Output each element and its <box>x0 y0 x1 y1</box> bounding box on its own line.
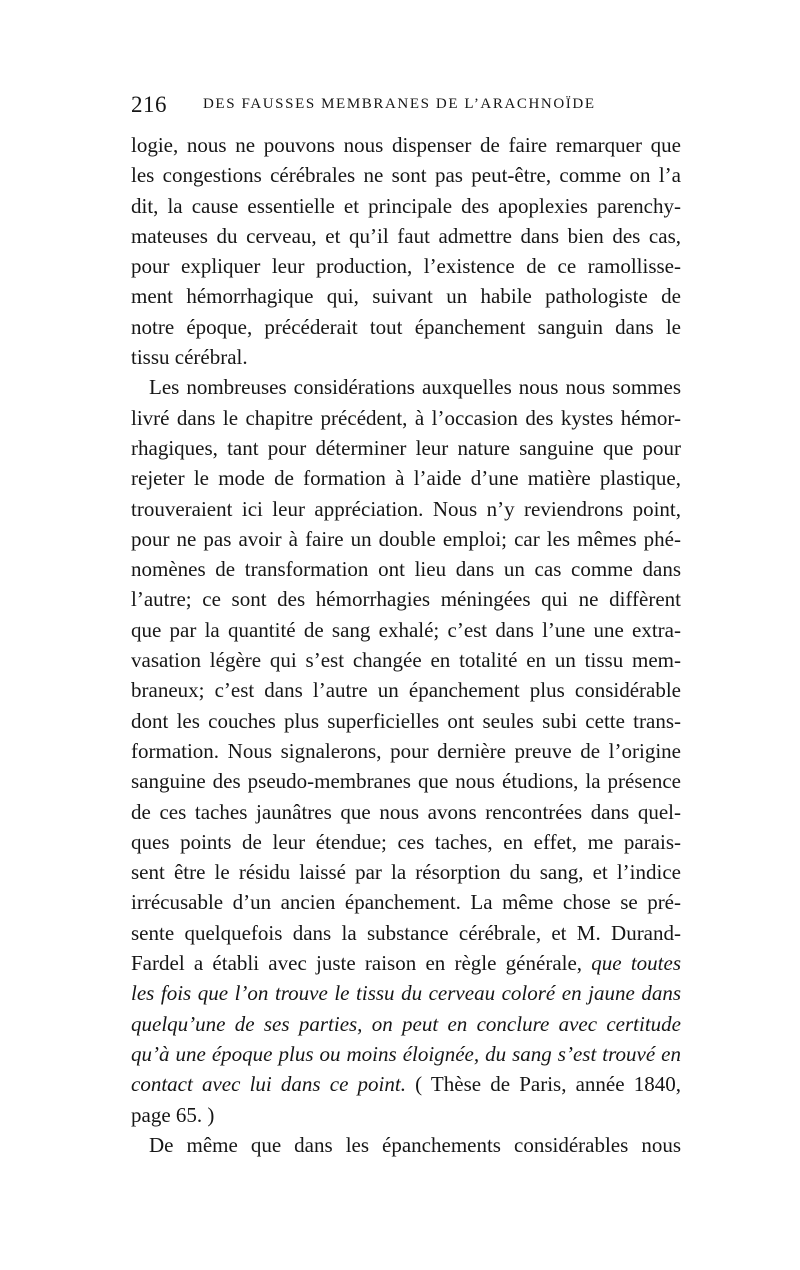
italic-quote: que toutes <box>591 951 681 976</box>
citation: ( Thèse de Paris, année 1840, <box>405 1072 681 1097</box>
running-title: DES FAUSSES MEMBRANES DE L’ARACHNOÏDE <box>203 96 596 112</box>
text-line: sent être le résidu laissé par la résorption du sang, et l’indice <box>131 860 681 885</box>
page-number: 216 <box>131 92 167 117</box>
paragraph-first-line: De même que dans les épanchements considérables nous <box>149 1132 681 1157</box>
italic-quote-line: qu’à une époque plus ou moins éloignée, du sang s’est trouvé en <box>131 1041 681 1066</box>
text-line: rejeter le mode de formation à l’aide d’une matière plastique, <box>131 466 681 491</box>
text-line: de ces taches jaunâtres que nous avons rencontrées dans quel- <box>131 799 681 824</box>
body-text <box>131 130 681 1160</box>
running-head <box>131 92 681 122</box>
italic-quote-line: les fois que l’on trouve le tissu du cerveau coloré en jaune dans <box>131 981 681 1006</box>
text-line: irrécusable d’un ancien épanchement. La même chose se pré- <box>131 890 681 915</box>
text-line: trouveraient ici leur appréciation. Nous n’y reviendrons point, <box>131 496 681 521</box>
text-line: pour expliquer leur production, l’existence de ce ramollisse- <box>131 254 681 279</box>
text-line: que par la quantité de sang exhalé; c’est dans l’une une extra- <box>131 617 681 642</box>
italic-quote: contact avec lui dans ce point. <box>131 1072 406 1097</box>
text-line: notre époque, précéderait tout épanchement sanguin dans le <box>131 314 681 339</box>
text-line: pour ne pas avoir à faire un double emploi; car les mêmes phé- <box>131 526 681 551</box>
text-line: page 65. ) <box>131 1102 215 1127</box>
text-line: livré dans le chapitre précédent, à l’occasion des kystes hémor- <box>131 405 681 430</box>
text-line: dit, la cause essentielle et principale des apoplexies parenchy- <box>131 193 681 218</box>
text-line: ques points de leur étendue; ces taches, en effet, me parais- <box>131 829 681 854</box>
text-line: nomènes de transformation ont lieu dans un cas comme dans <box>131 557 681 582</box>
text-line: l’autre; ce sont des hémorrhagies méningées qui ne diffèrent <box>131 587 681 612</box>
text-line: sente quelquefois dans la substance cérébrale, et M. Durand- <box>131 920 681 945</box>
text-line: formation. Nous signalerons, pour dernière preuve de l’origine <box>131 738 681 763</box>
paragraph-first-line: Les nombreuses considérations auxquelles nous nous sommes <box>149 375 681 400</box>
roman-text: Fardel a établi avec juste raison en règle générale, <box>131 951 592 976</box>
text-line-mixed <box>131 948 681 978</box>
text-line: les congestions cérébrales ne sont pas peut-être, comme on l’a <box>131 163 681 188</box>
text-line: dont les couches plus superficielles ont seules subi cette trans- <box>131 708 681 733</box>
text-line: tissu cérébral. <box>131 345 248 370</box>
text-line: mateuses du cerveau, et qu’il faut admettre dans bien des cas, <box>131 223 681 248</box>
text-line: sanguine des pseudo-membranes que nous étudions, la présence <box>131 769 681 794</box>
text-line: vasation légère qui s’est changée en totalité en un tissu mem- <box>131 648 681 673</box>
text-line: ment hémorrhagique qui, suivant un habile pathologiste de <box>131 284 681 309</box>
text-line-mixed <box>131 1069 681 1099</box>
text-line: rhagiques, tant pour déterminer leur nature sanguine que pour <box>131 435 681 460</box>
text-line: logie, nous ne pouvons nous dispenser de faire remarquer que <box>131 133 681 157</box>
text-line: braneux; c’est dans l’autre un épanchement plus considérable <box>131 678 681 703</box>
italic-quote-line: quelqu’une de ses parties, on peut en conclure avec certitude <box>131 1011 681 1036</box>
